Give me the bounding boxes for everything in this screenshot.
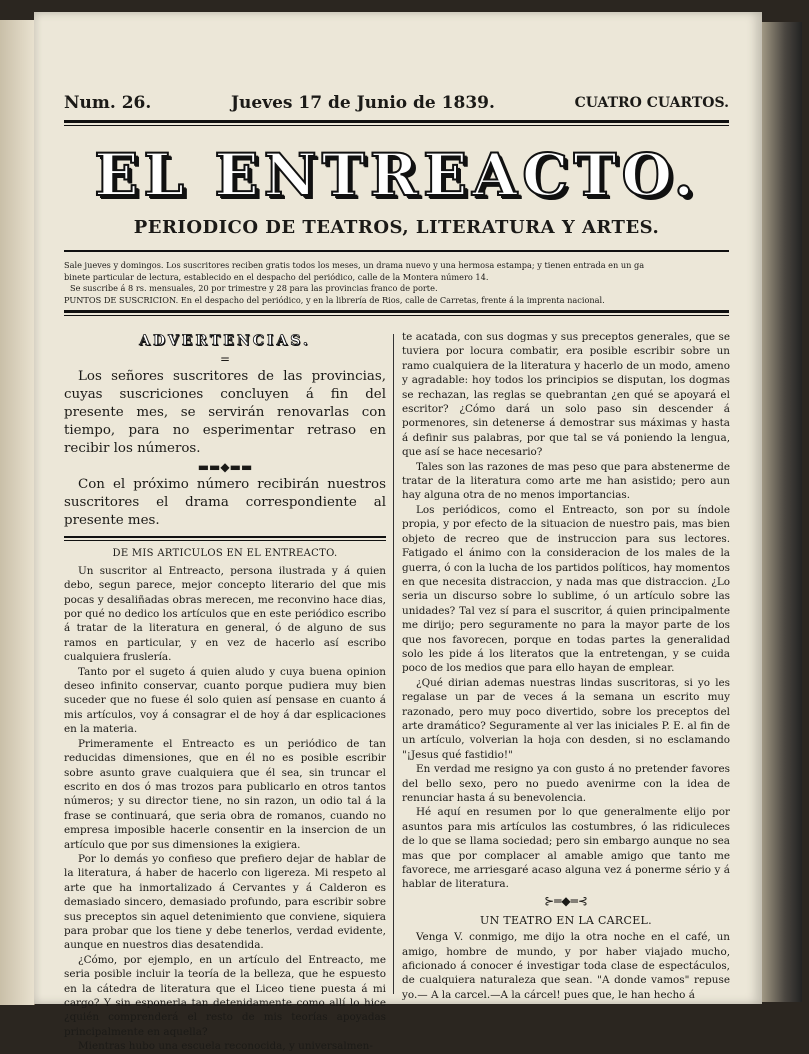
- dateline: [64, 90, 729, 116]
- article-paragraph: Tales son las razones de mas peso que para abstenerme de tratar de la literatura como arte me han asistido; pero aun hay alguna otra de no menos importancias.: [402, 460, 730, 502]
- article-paragraph: Venga V. conmigo, me dijo la otra noche en el café, un amigo, hombre de mundo, y por haber viajado mucho, aficionado á conocer é investigar toda clase de espectáculos, de cualquiera naturaleza que sean. "A donde vamos" repuse yo.— A la carcel.—A la cárcel! pues que, le han hecho á: [402, 931, 730, 1001]
- newspaper-page: [34, 12, 762, 1053]
- facing-page-edge: [0, 20, 35, 1005]
- column-right: [402, 330, 730, 1002]
- masthead-title: EL ENTREACTO.: [94, 141, 699, 209]
- article-paragraph: Mientras hubo una escuela reconocida, y universalmen-: [78, 1040, 373, 1053]
- info-rule-bottom: [64, 310, 729, 313]
- article-heading: UN TEATRO EN LA CARCEL.: [480, 913, 652, 927]
- column-divider: [393, 334, 394, 994]
- issue-date: Jueves 17 de Junio de 1839.: [230, 93, 495, 113]
- divider-ornament: ⊱═◆═⊰: [544, 893, 588, 908]
- article-paragraph: En verdad me resigno ya con gusto á no pretender favores del bello sexo, pero no puedo avenirme con la idea de renunciar hasta á su benevolencia.: [402, 763, 730, 804]
- masthead-subtitle: PERIODICO DE TEATROS, LITERATURA Y ARTES.: [133, 217, 660, 238]
- advertencias-heading: ADVERTENCIAS.: [139, 333, 311, 349]
- article-paragraph: ¿Cómo, por ejemplo, en un artículo del Entreacto, me seria posible incluir la teoría de la belleza, que he espuesto en la cátedra de literatura que el Liceo tiene puesta á mi cargo? Y sin esponerla tan detenidamente como allí lo hice ¿quién comprenderá el resto de mis teorías apoyadas principalmente en aquella?: [64, 953, 386, 1038]
- article-paragraph: ¿Qué dirian ademas nuestras lindas suscritoras, si yo les regalase un par de veces á la semana un escrito muy razonado, pero muy poco divertido, sobre los preceptos del arte dramático? Seguramente al ver las iniciales P. E. al fin de un artículo, volverian la hoja con desden, si no esclamando "¡Jesus qué fastidio!": [402, 676, 730, 761]
- info-line: Se suscribe á 8 rs. mensuales, 20 por trimestre y 28 para las provincias franco de porte.: [70, 283, 438, 293]
- subscription-info: [64, 260, 729, 306]
- info-line: PUNTOS DE SUSCRICION. En el despacho del periódico, y en la librería de Rios, calle de Carretas, frente á la imprenta nacional.: [64, 294, 605, 305]
- section-rule: [64, 536, 386, 541]
- article-heading: DE MIS ARTICULOS EN EL ENTREACTO.: [112, 548, 338, 560]
- article-paragraph: Por lo demás yo confieso que prefiero dejar de hablar de la literatura, á haber de hacerlo con ligereza. Mi respeto al arte que ha inmortalizado á Cervantes y á Calderon es demasiado sincero, demasiado profundo, para escribir sobre sus preceptos sin aquel detenimiento que conviene, siquiera para probar que los tiene y debe tenerlos, verdad evidente, aunque en nuestros dias desatendida.: [64, 852, 386, 952]
- article-paragraph: Hé aquí en resumen por lo que generalmente elijo por asuntos para mis artículos las costumbres, ó las ridiculeces de lo que se llama sociedad; pero sin embargo aunque no sea mas que por complacer al amable amigo que tanto me favorece, me arriesgaré acaso alguna vez á ponerme sério y á hablar de literatura.: [402, 806, 730, 891]
- info-rule-bottom-thin: [64, 315, 729, 316]
- article-paragraph: Primeramente el Entreacto es un periódico de tan reducidas dimensiones, que en él no es posible escribir sobre asunto grave cualquiera que él sea, sin truncar el escrito en dos ó mas trozos para publicarlo en otros tantos números; y su director tiene, no sin razon, un odio tal á la frase se continuará, que seria obra de romanos, cuando no empresa imposible hacerle consentir en la insercion de un artículo que por sus dimensiones la exigiera.: [64, 737, 386, 851]
- info-line: Sale jueves y domingos. Los suscritores reciben gratis todos los meses, un drama nuevo y una hermosa estampa; y tienen entrada en un ga: [64, 260, 645, 270]
- heading-ornament: =: [219, 352, 231, 367]
- divider-ornament: ▬▬◆▬▬: [197, 460, 253, 475]
- binding-edge: [760, 22, 802, 1002]
- info-rule-top: [64, 250, 729, 252]
- column-left: [64, 334, 386, 1054]
- issue-number: Num. 26.: [64, 93, 152, 113]
- advertencia-paragraph: Con el próximo número recibirán nuestros suscritores el drama correspondiente al presente mes.: [64, 477, 386, 529]
- top-rule-thin: [64, 125, 729, 126]
- advertencia-paragraph: Los señores suscritores de las provincias, cuyas suscriciones concluyen á fin del presente mes, se servirán renovarlas con tiempo, para no esperimentar retraso en recibir los números.: [64, 369, 386, 457]
- article-paragraph: Los periódicos, como el Entreacto, son por su índole propia, y por efecto de la situacion de nuestro pais, mas bien objeto de recreo que de instruccion para sus lectores. Fatigado el ánimo con la consideracion de los males de la guerra, ó con la lucha de los partidos políticos, hay momentos en que necesita distraccion, y nada mas que distraccion. ¿Lo seria un discurso sobre lo sublime, ó un artículo sobre las unidades? Tal vez sí para el suscritor, á quien principalmente me dirijo; pero seguramente no para la mayor parte de los que nos favorecen, porque en todas partes la generalidad solo les pide á los literatos que la entretengan, y se cuida poco de los medios que para ello hayan de emplear.: [402, 503, 730, 675]
- info-line: binete particular de lectura, establecido en el despacho del periódico, calle de la Montera número 14.: [64, 271, 489, 282]
- article-paragraph: te acatada, con sus dogmas y sus preceptos generales, que se tuviera por locura combatir, era posible escribir sobre un ramo cualquiera de la literatura y hacerlo de un modo, ameno y agradable: hoy todos los principios se disputan, los dogmas se rechazan, las reglas se quebrantan ¿en qué se apoyará el escritor? ¿Cómo dará un solo paso sin descender á pormenores, sin detenerse á demostrar sus máximas y hasta á definir sus palabras, por que tal se vá poniendo la lengua, que así se hace necesario?: [402, 331, 730, 459]
- article-paragraph: Tanto por el sugeto á quien aludo y cuya buena opinion deseo infinito conservar, cuanto porque pudiera muy bien suceder que no fuese él solo quien así pensase en cuanto á mis artículos, voy á consagrar el de hoy á dar esplicaciones en la materia.: [64, 665, 386, 736]
- top-rule: [64, 120, 729, 123]
- article-paragraph: Un suscritor al Entreacto, persona ilustrada y á quien debo, segun parece, mejor concepto literario del que mis pocas y desaliñadas obras merecen, me reconvino hace dias, por qué no dedico los artículos que en este periódico escribo á tratar de la literatura en general, ó de alguno de sus ramos en particular, y en vez de hacerlo así escribo cualquiera fruslería.: [64, 564, 386, 664]
- issue-price: CUATRO CUARTOS.: [574, 95, 729, 111]
